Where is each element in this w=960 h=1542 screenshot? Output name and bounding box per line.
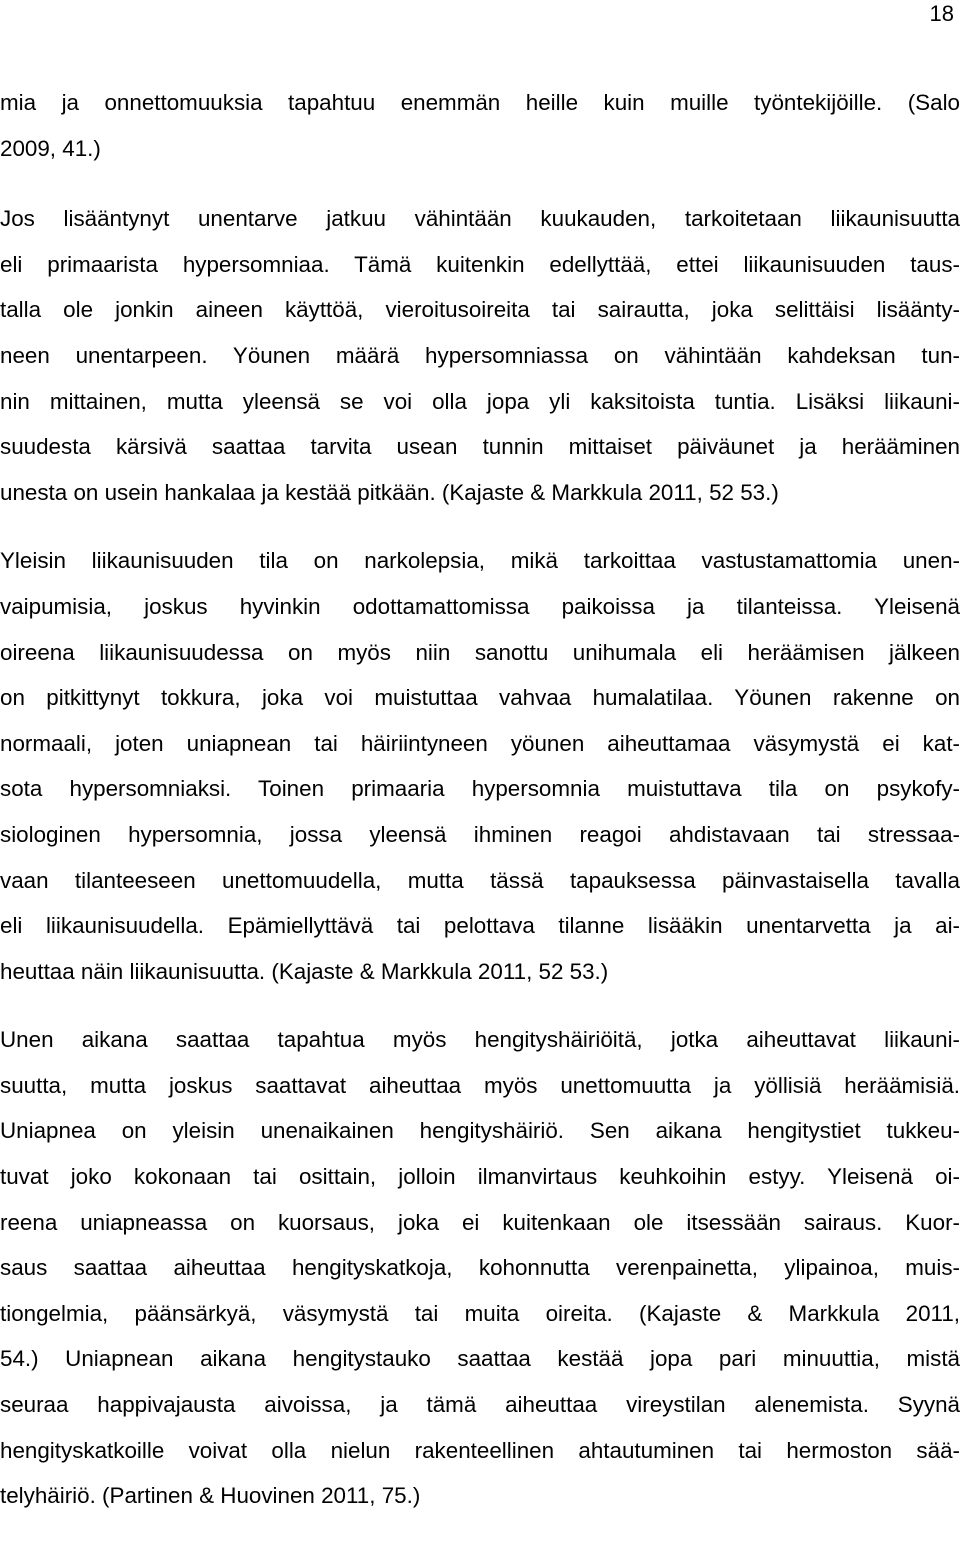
- text-line: mia ja onnettomuuksia tapahtuu enemmän heille kuin muille työntekijöille. (Salo: [0, 90, 960, 115]
- body-text: [0, 80, 960, 1542]
- text-line: eli primaarista hypersomniaa. Tämä kuitenkin edellyttää, ettei liikaunisuuden taus-: [0, 251, 960, 277]
- text-line: Yleisin liikaunisuuden tila on narkolepsia, mikä tarkoittaa vastustamattomia unen-: [0, 548, 960, 574]
- paragraph-3: [0, 538, 960, 994]
- text-line: on pitkittynyt tokkura, joka voi muistuttaa vahvaa humalatilaa. Yöunen rakenne on: [0, 685, 960, 711]
- text-line: normaali, joten uniapnean tai häiriintyneen yöunen aiheuttamaa väsymystä ei kat-: [0, 730, 960, 756]
- text-line: siologinen hypersomnia, jossa yleensä ihminen reagoi ahdistavaan tai stressaa-: [0, 821, 960, 847]
- text-line: neen unentarpeen. Yöunen määrä hypersomniassa on vähintään kahdeksan tun-: [0, 342, 960, 368]
- text-line: Uniapnea on yleisin unenaikainen hengityshäiriö. Sen aikana hengitystiet tukkeu-: [0, 1118, 960, 1144]
- text-line: sota hypersomniaksi. Toinen primaaria hypersomnia muistuttava tila on psykofy-: [0, 776, 960, 802]
- text-line: suudesta kärsivä saattaa tarvita usean tunnin mittaiset päiväunet ja herääminen: [0, 434, 960, 460]
- paragraph-4: [0, 1017, 960, 1519]
- text-line: suutta, mutta joskus saattavat aiheuttaa myös unettomuutta ja yöllisiä heräämisiä.: [0, 1072, 960, 1098]
- text-line: 54.) Uniapnean aikana hengitystauko saattaa kestää jopa pari minuuttia, mistä: [0, 1346, 960, 1372]
- paragraph-2: [0, 196, 960, 515]
- text-line: tiongelmia, päänsärkyä, väsymystä tai muita oireita. (Kajaste & Markkula 2011,: [0, 1300, 960, 1326]
- text-line: eli liikaunisuudella. Epämiellyttävä tai pelottava tilanne lisääkin unentarvetta ja ai-: [0, 913, 960, 939]
- text-line: talla ole jonkin aineen käyttöä, vieroitusoireita tai sairautta, joka selittäisi lisäänty-: [0, 297, 960, 323]
- text-line: saus saattaa aiheuttaa hengityskatkoja, kohonnutta verenpainetta, ylipainoa, muis-: [0, 1255, 960, 1281]
- text-line: tuvat joko kokonaan tai osittain, jolloin ilmanvirtaus keuhkoihin estyy. Yleisenä oi-: [0, 1164, 960, 1190]
- text-line: seuraa happivajausta aivoissa, ja tämä aiheuttaa vireystilan alenemista. Syynä: [0, 1392, 960, 1418]
- text-line: Jos lisääntynyt unentarve jatkuu vähintään kuukauden, tarkoitetaan liikaunisuutta: [0, 206, 960, 232]
- paragraph-1: [0, 80, 960, 171]
- text-line: unesta on usein hankalaa ja kestää pitkään. (Kajaste & Markkula 2011, 52 53.): [0, 479, 779, 505]
- page-number: 18: [929, 1, 954, 26]
- text-line: vaan tilanteeseen unettomuudella, mutta tässä tapauksessa päinvastaisella tavalla: [0, 867, 960, 893]
- text-line: 2009, 41.): [0, 135, 101, 161]
- text-line: heuttaa näin liikaunisuutta. (Kajaste & Markkula 2011, 52 53.): [0, 958, 609, 984]
- text-line: oireena liikaunisuudessa on myös niin sanottu unihumala eli heräämisen jälkeen: [0, 639, 960, 665]
- text-line: hengityskatkoille voivat olla nielun rakenteellinen ahtautuminen tai hermoston sää-: [0, 1437, 960, 1463]
- text-line: reena uniapneassa on kuorsaus, joka ei kuitenkaan ole itsessään sairaus. Kuor-: [0, 1209, 960, 1235]
- text-line: vaipumisia, joskus hyvinkin odottamattomissa paikoissa ja tilanteissa. Yleisenä: [0, 593, 960, 619]
- text-line: Unen aikana saattaa tapahtua myös hengityshäiriöitä, jotka aiheuttavat liikauni-: [0, 1027, 960, 1053]
- text-line: telyhäiriö. (Partinen & Huovinen 2011, 75.): [0, 1483, 421, 1509]
- text-line: nin mittainen, mutta yleensä se voi olla jopa yli kaksitoista tuntia. Lisäksi liikauni-: [0, 388, 960, 414]
